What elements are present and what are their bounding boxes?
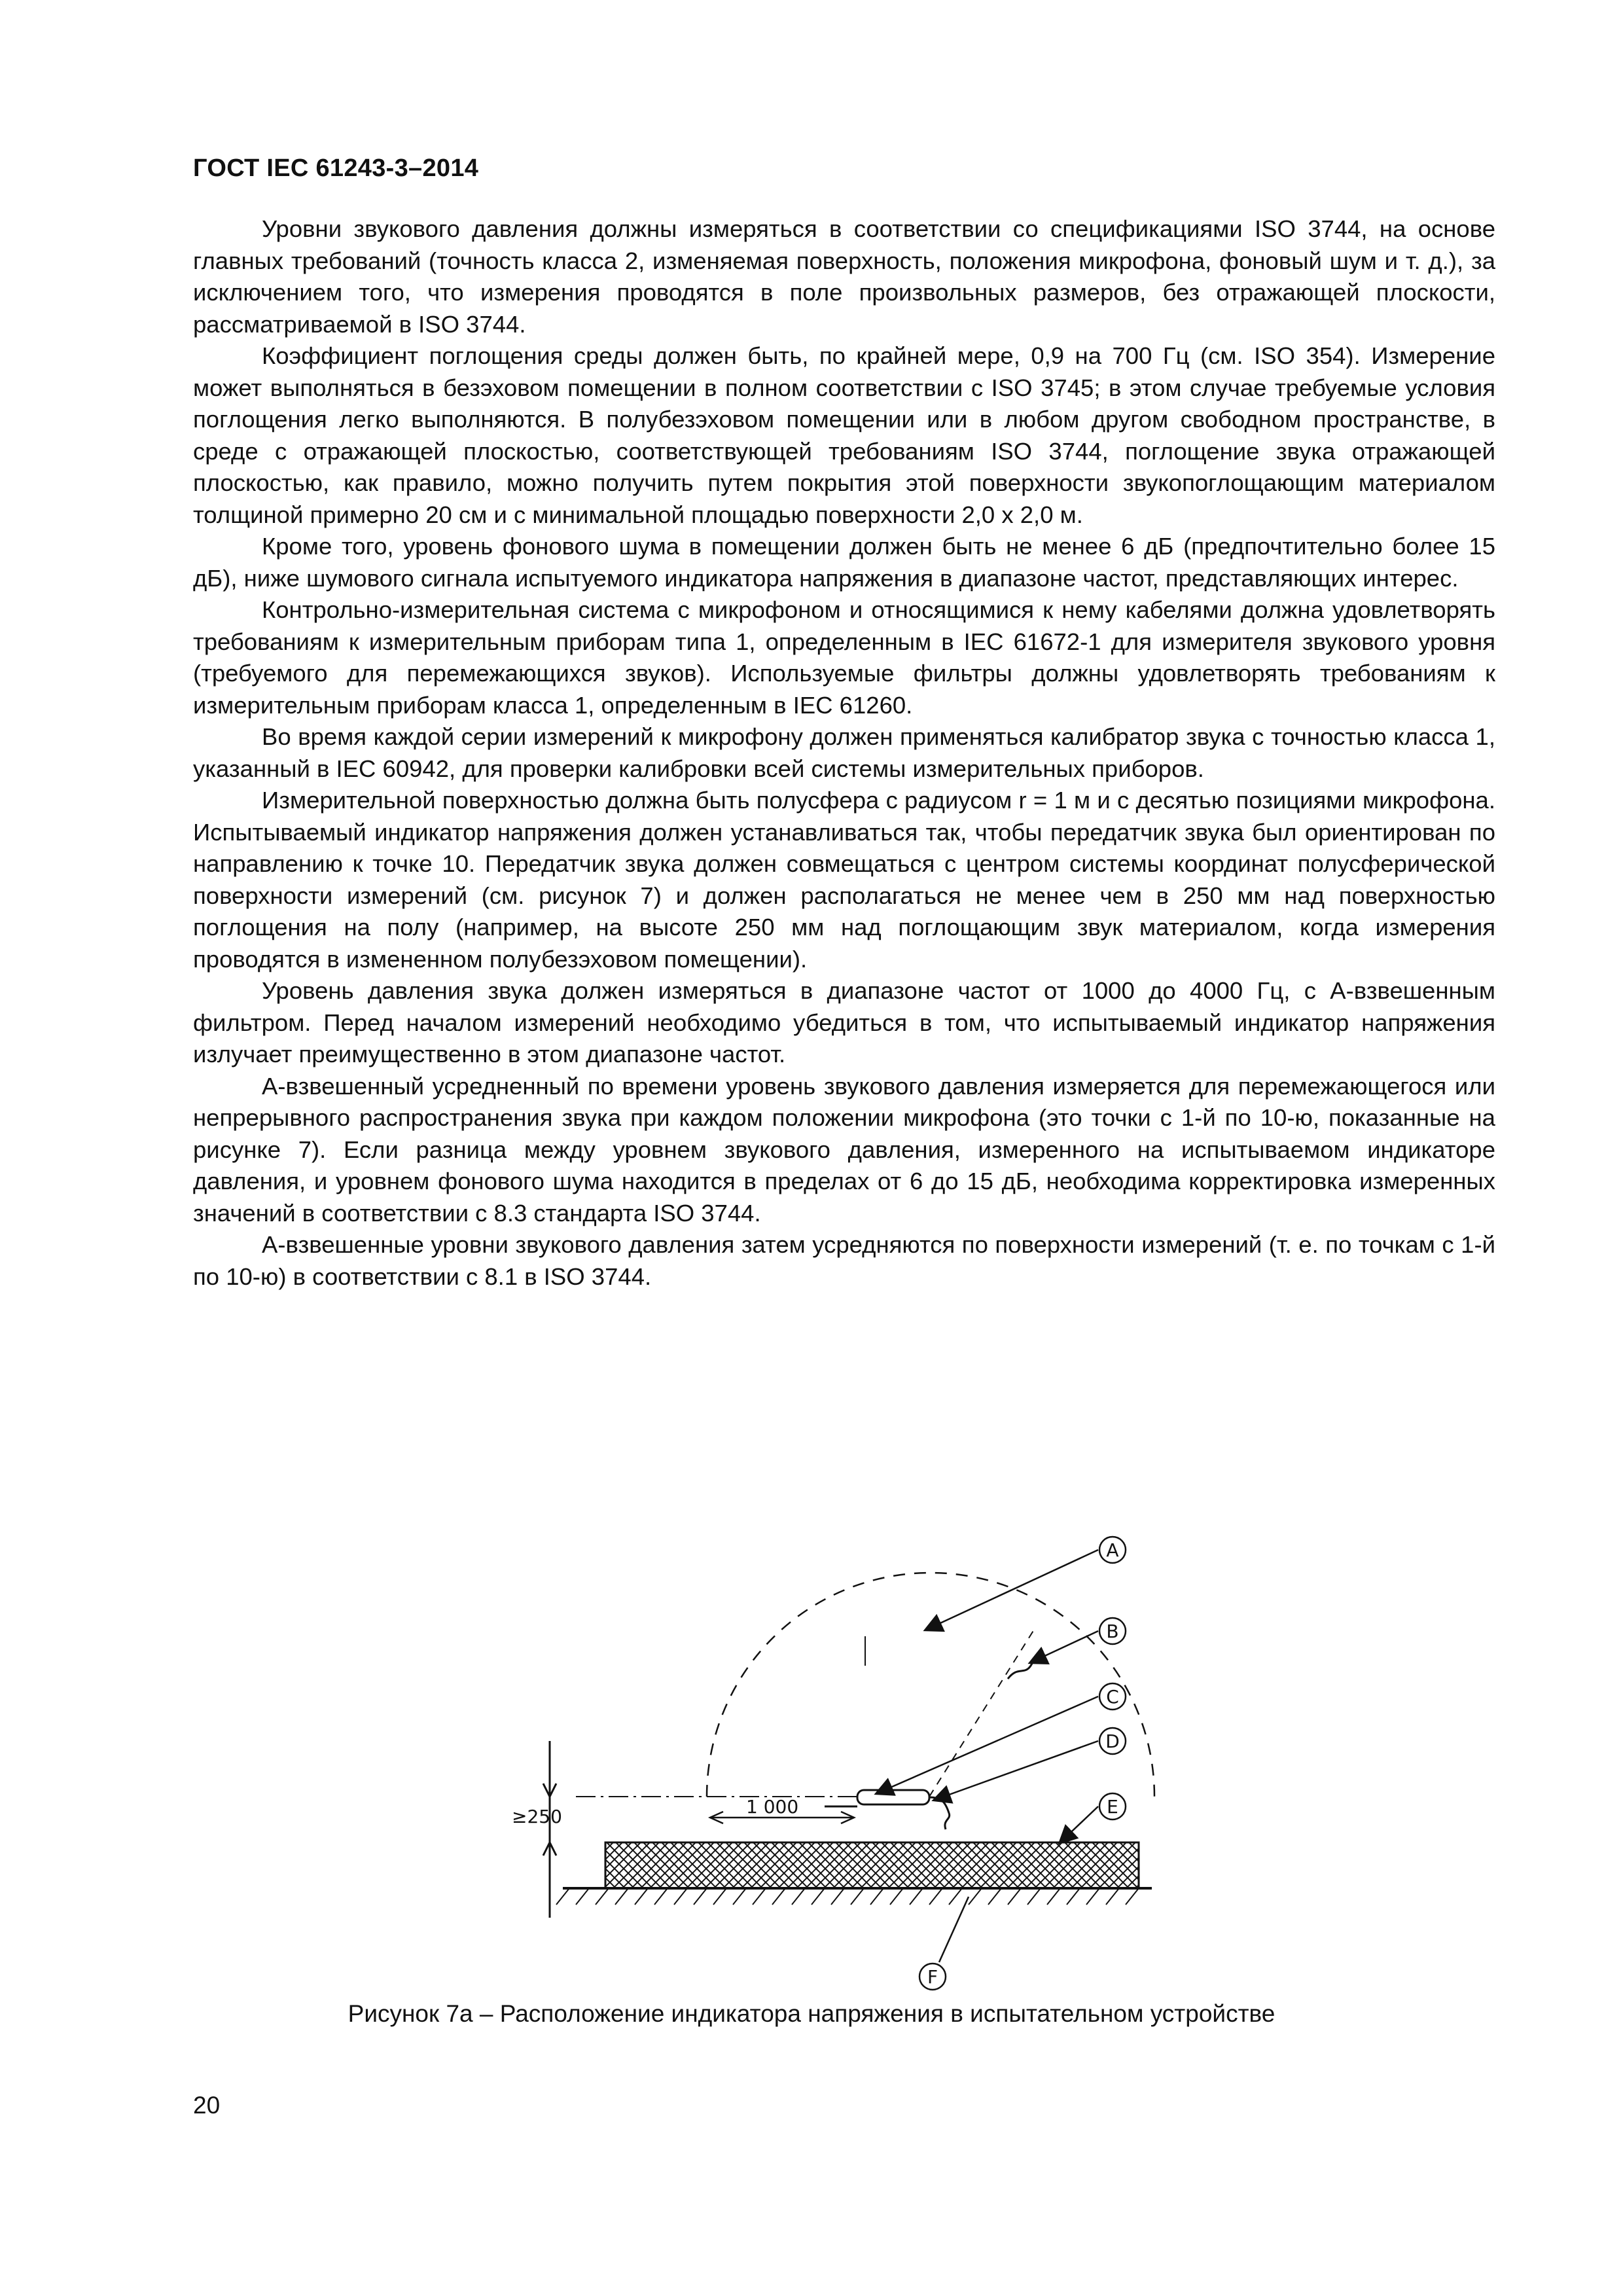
paragraph-8: А-взвешенный усредненный по времени уровень звукового давления измеряется для перемежающегося или непрерывного распространения звука при каждом положении микрофона (это точки с 1-й по 10-ю, показанные на рисунке 7). Если разница между уровнем звукового давления, измеренного на испытываемом индикаторе давления, и уровнем фонового шума находится в пределах от 6 до 15 дБ, необходима корректировка измеренных значений в соответствии с 8.3 стандарта ISO 3744. bbox=[193, 1072, 1495, 1227]
svg-text:B: B bbox=[1106, 1621, 1119, 1642]
paragraph-1: Уровни звукового давления должны измеряться в соответствии со спецификациями ISO 3744, на основе главных требований (точность класса 2, изменяемая поверхность, положения микрофона, фоновый шум и т. д.), за исключением того, что измерения проводятся в поле произвольных размеров, без отражающей плоскости, рассматриваемой в ISO 3744. bbox=[193, 215, 1495, 338]
voltage-indicator bbox=[857, 1790, 929, 1804]
svg-text:C: C bbox=[1106, 1686, 1119, 1708]
test-setup-diagram bbox=[512, 1525, 1165, 2022]
height-dimension-label: ≥250 bbox=[512, 1806, 562, 1827]
direction-line bbox=[929, 1630, 1034, 1797]
measurement-hemisphere bbox=[707, 1573, 1154, 1797]
svg-text:E: E bbox=[1107, 1796, 1118, 1818]
absorbing-material bbox=[605, 1842, 1139, 1888]
figure-caption: Рисунок 7а – Расположение индикатора напряжения в испытательном устройстве bbox=[348, 2000, 1275, 2027]
indicator-cable bbox=[929, 1797, 950, 1829]
paragraph-6: Измерительной поверхностью должна быть полусфера с радиусом r = 1 м и с десятью позициями микрофона. Испытываемый индикатор напряжения должен устанавливаться так, чтобы передатчик звука был ориентирован по направлению к точке 10. Передатчик звука должен совмещаться с центром системы координат полусферической поверхности измерений (см. рисунок 7) и должен располагаться не менее чем в 250 мм над поверхностью поглощения на полу (например, на высоте 250 мм над поглощающим звук материалом, когда измерения проводятся в измененном полубезэховом помещении). bbox=[193, 787, 1495, 973]
paragraph-5: Во время каждой серии измерений к микрофону должен применяться калибратор звука с точностью класса 1, указанный в IEC 60942, для проверки калибровки всей системы измерительных приборов. bbox=[193, 723, 1495, 782]
leader-a bbox=[926, 1550, 1098, 1630]
label-e bbox=[1099, 1793, 1126, 1820]
label-d bbox=[1099, 1728, 1126, 1754]
test-setup-figure bbox=[512, 1525, 1165, 2022]
leader-e bbox=[1060, 1806, 1098, 1842]
label-b bbox=[1099, 1618, 1126, 1644]
svg-text:F: F bbox=[927, 1966, 938, 1988]
leader-b bbox=[1031, 1631, 1098, 1662]
svg-text:A: A bbox=[1106, 1539, 1119, 1561]
leader-f bbox=[939, 1897, 969, 1962]
paragraph-2: Коэффициент поглощения среды должен быть, по крайней мере, 0,9 на 700 Гц (см. ISO 354). Измерение может выполняться в безэховом помещении в полном соответствии с ISO 3745; в этом случае требуемые условия поглощения легко выполняются. В полубезэховом помещении или в любом другом свободном пространстве, в среде с отражающей плоскостью, соответствующей требованиям ISO 3744, поглощение звука отражающей плоскостью, как правило, можно получить путем покрытия этой поверхности звукопоглощающим материалом толщиной примерно 20 см и с минимальной площадью поверхности 2,0 х 2,0 м. bbox=[193, 342, 1495, 528]
leader-d bbox=[935, 1741, 1098, 1800]
svg-text:D: D bbox=[1105, 1731, 1120, 1752]
paragraph-3: Кроме того, уровень фонового шума в помещении должен быть не менее 6 дБ (предпочтительно более 15 дБ), ниже шумового сигнала испытуемого индикатора напряжения в диапазоне частот, представляющих интерес. bbox=[193, 533, 1495, 592]
paragraph-7: Уровень давления звука должен измеряться в диапазоне частот от 1000 до 4000 Гц, с А-взвешенным фильтром. Перед началом измерений необходимо убедиться в том, что испытываемый индикатор напряжения излучает преимущественно в этом диапазоне частот. bbox=[193, 977, 1495, 1067]
standard-code-header: ГОСТ IEC 61243-3–2014 bbox=[193, 154, 479, 182]
label-a bbox=[1099, 1537, 1126, 1563]
radius-dimension-label: 1 000 bbox=[746, 1796, 799, 1818]
page-number: 20 bbox=[193, 2092, 221, 2119]
label-f bbox=[919, 1964, 946, 1990]
paragraph-4: Контрольно-измерительная система с микрофоном и относящимися к нему кабелями должна удовлетворять требованиям к измерительным приборам типа 1, определенным в IEC 61672-1 для измерителя звукового уровня (требуемого для перемежающихся звуков). Используемые фильтры должны удовлетворять требованиям к измерительным приборам класса 1, определенным в IEC 61260. bbox=[193, 596, 1495, 719]
label-c bbox=[1099, 1683, 1126, 1710]
floor-hatching bbox=[556, 1888, 1139, 1905]
body-text bbox=[193, 213, 1495, 1293]
paragraph-9: А-взвешенные уровни звукового давления затем усредняются по поверхности измерений (т. е. по точкам с 1-й по 10-ю) в соответствии с 8.1 в ISO 3744. bbox=[193, 1231, 1495, 1290]
leader-c bbox=[877, 1696, 1098, 1793]
